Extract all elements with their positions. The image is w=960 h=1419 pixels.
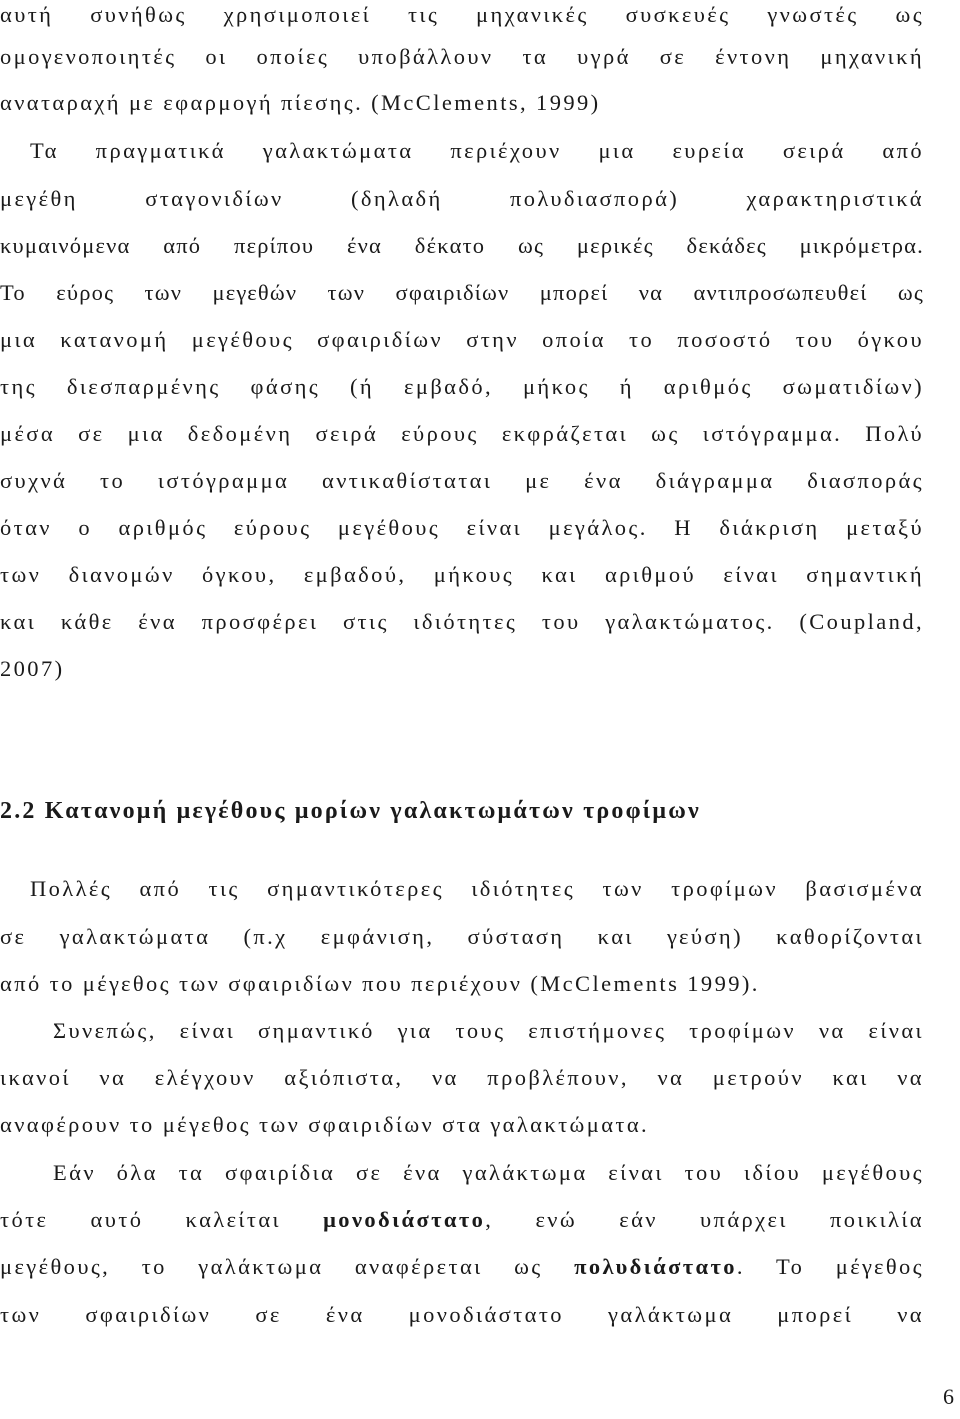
bold-term: πολυδιάστατο bbox=[574, 1254, 737, 1279]
text-line: Εάν όλα τα σφαιρίδια σε ένα γαλάκτωμα είναι του ιδίου μεγέθους bbox=[53, 1160, 924, 1185]
text-line: από το μέγεθος των σφαιριδίων που περιέχουν (McClements 1999). bbox=[0, 971, 760, 996]
text-line: Το εύρος των μεγεθών των σφαιριδίων μπορεί να αντιπροσωπευθεί ως bbox=[0, 280, 924, 305]
text-line: μεγέθη σταγονιδίων (δηλαδή πολυδιασπορά) χαρακτηριστικά bbox=[0, 186, 924, 211]
text-line: μια κατανομή μεγέθους σφαιριδίων στην οποία το ποσοστό του όγκου bbox=[0, 327, 924, 352]
text-span: μεγέθους, το γαλάκτωμα αναφέρεται ως bbox=[0, 1254, 575, 1279]
text-line: 2007) bbox=[0, 656, 65, 681]
text-line: όταν ο αριθμός εύρους μεγέθους είναι μεγάλος. Η διάκριση μεταξύ bbox=[0, 515, 924, 540]
text-span: . Το μέγεθος bbox=[736, 1254, 924, 1279]
text-line bbox=[0, 1252, 924, 1282]
text-line: Συνεπώς, είναι σημαντικό για τους επιστήμονες τροφίμων να είναι bbox=[53, 1018, 924, 1043]
text-span: τότε αυτό καλείται bbox=[0, 1207, 324, 1232]
text-line: Τα πραγματικά γαλακτώματα περιέχουν μια ευρεία σειρά από bbox=[30, 138, 924, 163]
text-line: της διεσπαρμένης φάσης (ή εμβαδό, μήκος ή αριθμός σωματιδίων) bbox=[0, 374, 924, 399]
page-number: 6 bbox=[943, 1384, 954, 1409]
text-line: σε γαλακτώματα (π.χ εμφάνιση, σύσταση και γεύση) καθορίζονται bbox=[0, 924, 924, 949]
text-line: αναφέρουν το μέγεθος των σφαιριδίων στα γαλακτώματα. bbox=[0, 1112, 650, 1137]
text-line: των διανομών όγκου, εμβαδού, μήκους και αριθμού είναι σημαντική bbox=[0, 562, 924, 587]
text-line: Πολλές από τις σημαντικότερες ιδιότητες των τροφίμων βασισμένα bbox=[30, 876, 924, 901]
text-line: αυτή συνήθως χρησιμοποιεί τις μηχανικές συσκευές γνωστές ως bbox=[0, 2, 924, 27]
text-line: κυμαινόμενα από περίπου ένα δέκατο ως μερικές δεκάδες μικρόμετρα. bbox=[0, 233, 924, 258]
text-line: αναταραχή με εφαρμογή πίεσης. (McClements, 1999) bbox=[0, 90, 601, 115]
text-line: των σφαιριδίων σε ένα μονοδιάστατο γαλάκτωμα μπορεί να bbox=[0, 1302, 924, 1327]
text-line bbox=[0, 1205, 924, 1235]
text-span: , ενώ εάν υπάρχει ποικιλία bbox=[485, 1207, 924, 1232]
text-line: ομογενοποιητές οι οποίες υποβάλλουν τα υγρά σε έντονη μηχανική bbox=[0, 44, 924, 69]
text-line: μέσα σε μια δεδομένη σειρά εύρους εκφράζεται ως ιστόγραμμα. Πολύ bbox=[0, 421, 924, 446]
section-heading: 2.2 Κατανομή μεγέθους μορίων γαλακτωμάτων τροφίμων bbox=[0, 798, 701, 824]
bold-term: μονοδιάστατο bbox=[323, 1207, 486, 1232]
text-line: και κάθε ένα προσφέρει στις ιδιότητες του γαλακτώματος. (Coupland, bbox=[0, 609, 924, 634]
text-line: συχνά το ιστόγραμμα αντικαθίσταται με ένα διάγραμμα διασποράς bbox=[0, 468, 924, 493]
text-line: ικανοί να ελέγχουν αξιόπιστα, να προβλέπουν, να μετρούν και να bbox=[0, 1065, 924, 1090]
